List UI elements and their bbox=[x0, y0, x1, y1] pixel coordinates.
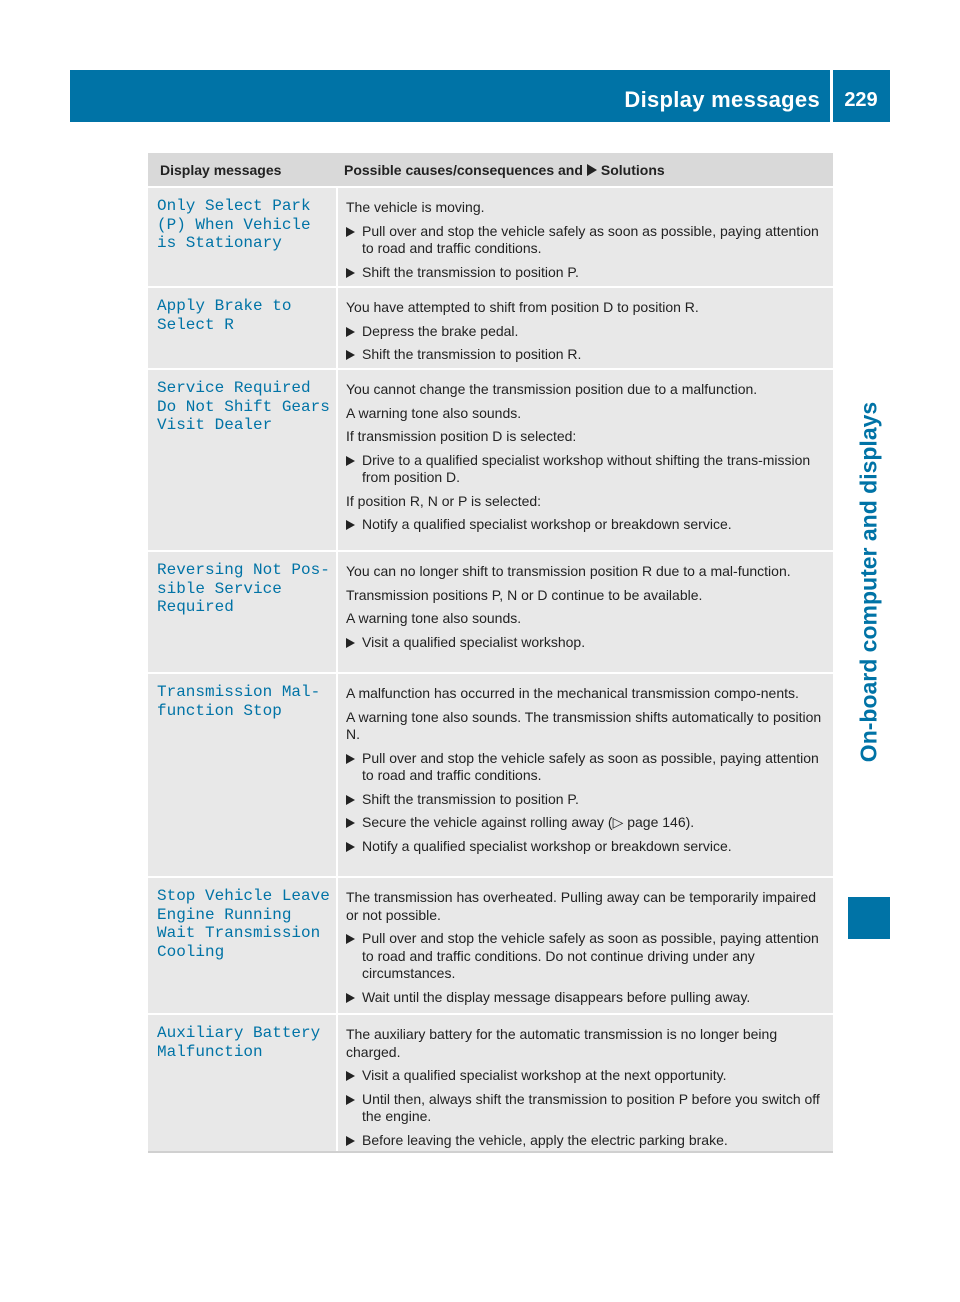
display-message: Reversing Not Pos‐ sible Service Required bbox=[157, 561, 330, 616]
solution-step bbox=[346, 346, 825, 364]
table-row bbox=[148, 1013, 833, 1151]
solutions-cell bbox=[336, 674, 833, 876]
solution-step bbox=[346, 1091, 825, 1126]
solution-step bbox=[346, 323, 825, 341]
arrow-right-icon bbox=[346, 268, 355, 278]
arrow-right-icon bbox=[346, 795, 355, 805]
arrow-right-icon bbox=[346, 350, 355, 360]
display-messages-table bbox=[148, 153, 833, 1153]
header-divider bbox=[830, 70, 833, 122]
side-tab-block bbox=[848, 897, 890, 939]
arrow-right-icon bbox=[587, 164, 597, 176]
arrow-right-icon bbox=[346, 327, 355, 337]
solutions-cell bbox=[336, 552, 833, 672]
solution-step-text: Depress the brake pedal. bbox=[362, 322, 519, 339]
display-message: Transmission Mal‐ function Stop bbox=[157, 683, 321, 720]
table-row bbox=[148, 672, 833, 876]
display-message: Apply Brake to Select R bbox=[157, 297, 292, 334]
table-body bbox=[148, 186, 833, 1151]
arrow-right-icon bbox=[346, 842, 355, 852]
cause-text: The vehicle is moving. bbox=[346, 199, 485, 215]
arrow-right-icon bbox=[346, 1071, 355, 1081]
arrow-right-icon bbox=[346, 1136, 355, 1146]
solution-step bbox=[346, 750, 825, 785]
solution-step bbox=[346, 1132, 825, 1150]
solution-step-text: Pull over and stop the vehicle safely as soon as possible, paying attention to road and traffic conditions. bbox=[362, 222, 819, 256]
side-tab bbox=[848, 122, 890, 897]
cause-text: You have attempted to shift from position D to position R. bbox=[346, 299, 699, 315]
arrow-right-icon bbox=[346, 754, 355, 764]
arrow-right-icon bbox=[346, 934, 355, 944]
display-message: Service Required Do Not Shift Gears Visit Dealer bbox=[157, 379, 330, 434]
arrow-right-icon bbox=[346, 520, 355, 530]
column-header-messages: Display messages bbox=[160, 161, 282, 178]
cause-text: The auxiliary battery for the automatic transmission is no longer being charged. bbox=[346, 1026, 778, 1060]
solution-step-text: Shift the transmission to position P. bbox=[362, 263, 579, 280]
solution-step-text: Secure the vehicle against rolling away (▷ page 146). bbox=[362, 814, 695, 830]
table-row bbox=[148, 286, 833, 368]
solution-step bbox=[346, 223, 825, 258]
solutions-cell bbox=[336, 1015, 833, 1151]
cause-text: Transmission positions P, N or D continue to be available. bbox=[346, 586, 703, 603]
arrow-right-icon bbox=[346, 993, 355, 1003]
solution-step bbox=[346, 930, 825, 983]
solution-step-text: Until then, always shift the transmission to position P before you switch off the engine. bbox=[362, 1090, 820, 1124]
table-row bbox=[148, 876, 833, 1013]
solution-step bbox=[346, 516, 825, 534]
display-message: Only Select Park (P) When Vehicle is Stationary bbox=[157, 197, 311, 252]
arrow-right-icon bbox=[346, 638, 355, 648]
cause-text: A warning tone also sounds. bbox=[346, 610, 522, 626]
header-bar bbox=[70, 70, 890, 122]
cause-text: A warning tone also sounds. The transmission shifts automatically to position N. bbox=[346, 708, 822, 742]
solution-step bbox=[346, 264, 825, 282]
cause-text: The transmission has overheated. Pulling away can be temporarily impaired or not possible. bbox=[346, 889, 817, 923]
solutions-cell bbox=[336, 878, 833, 1013]
page-title: Display messages bbox=[624, 87, 820, 112]
solution-step-text: Shift the transmission to position R. bbox=[362, 346, 582, 362]
cause-text: You cannot change the transmission position due to a malfunction. bbox=[346, 381, 758, 397]
solution-step-text: Shift the transmission to position P. bbox=[362, 790, 579, 807]
table-header bbox=[148, 153, 833, 186]
display-message: Auxiliary Battery Malfunction bbox=[157, 1024, 321, 1061]
solution-step-text: Visit a qualified specialist workshop. bbox=[362, 633, 586, 650]
solution-step bbox=[346, 989, 825, 1007]
cause-text: You can no longer shift to transmission position R due to a mal-function. bbox=[346, 563, 791, 579]
cause-text: A malfunction has occurred in the mechanical transmission compo-nents. bbox=[346, 685, 799, 701]
cause-text: If position R, N or P is selected: bbox=[346, 492, 542, 509]
solutions-cell bbox=[336, 188, 833, 286]
solution-step-text: Pull over and stop the vehicle safely as soon as possible, paying attention to road and traffic conditions. bbox=[362, 749, 819, 783]
table-row bbox=[148, 186, 833, 286]
arrow-right-icon bbox=[346, 1095, 355, 1105]
solution-step bbox=[346, 634, 825, 652]
solution-step-text: Pull over and stop the vehicle safely as soon as possible, paying attention to road and traffic conditions. Do not continue driving under any circumstances. bbox=[362, 930, 819, 981]
page-number: 229 bbox=[844, 89, 878, 111]
arrow-right-icon bbox=[346, 818, 355, 828]
solution-step-text: Notify a qualified specialist workshop or breakdown service. bbox=[362, 516, 732, 532]
solutions-cell bbox=[336, 288, 833, 368]
solution-step-text: Visit a qualified specialist workshop at the next opportunity. bbox=[362, 1067, 727, 1083]
solution-step bbox=[346, 791, 825, 809]
display-message: Stop Vehicle Leave Engine Running Wait Transmission Cooling bbox=[157, 887, 330, 961]
solution-step bbox=[346, 452, 825, 487]
solution-step-text: Before leaving the vehicle, apply the electric parking brake. bbox=[362, 1131, 728, 1148]
table-row bbox=[148, 550, 833, 672]
solution-step-text: Drive to a qualified specialist workshop without shifting the trans-mission from position D. bbox=[362, 451, 811, 485]
cause-text: A warning tone also sounds. bbox=[346, 404, 522, 421]
solution-step-text: Wait until the display message disappears before pulling away. bbox=[362, 988, 751, 1005]
solution-step-text: Notify a qualified specialist workshop or breakdown service. bbox=[362, 837, 732, 854]
solution-step bbox=[346, 814, 825, 832]
solution-step bbox=[346, 838, 825, 856]
cause-text: If transmission position D is selected: bbox=[346, 428, 577, 444]
solutions-cell bbox=[336, 370, 833, 550]
arrow-right-icon bbox=[346, 456, 355, 466]
column-header-solutions bbox=[336, 162, 833, 178]
table-row bbox=[148, 368, 833, 550]
column-header-solutions-pre: Possible causes/consequences and bbox=[344, 161, 583, 178]
side-tab-label: On-board computer and displays bbox=[855, 401, 882, 763]
column-header-solutions-post: Solutions bbox=[600, 161, 665, 178]
arrow-right-icon bbox=[346, 227, 355, 237]
solution-step bbox=[346, 1067, 825, 1085]
